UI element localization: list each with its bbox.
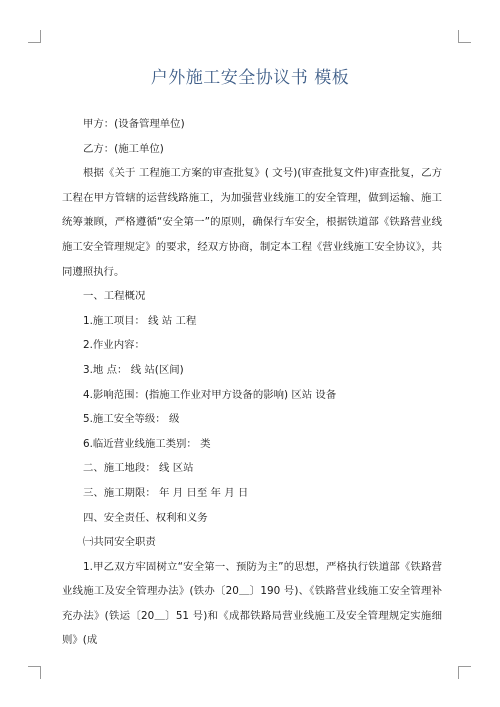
section-heading-construction-period: 三、施工期限： 年 月 日至 年 月 日 <box>83 486 249 499</box>
item-impact-scope: 4.影响范围：(指施工作业对甲方设备的影响) 区站 设备 <box>83 388 337 401</box>
item-work-content: 2.作业内容： <box>83 339 145 352</box>
section-heading-responsibilities: 四、安全责任、权利和义务 <box>83 511 208 524</box>
joint-duty-paragraph-1: 1.甲乙双方牢固树立“安全第一、预防为主”的思想，严格执行铁道部《铁路营业线施工及安全管理办法》(铁办〔20＿〕190 号)、《铁路营业线施工安全管理补充办法》(铁运〔20＿〕51 号)和《成都铁路局营业线施工及安全管理规定实施细则》(成 <box>62 560 442 647</box>
item-nearby-line-category: 6.临近营业线施工类别： 类 <box>83 437 211 450</box>
preamble-paragraph: 根据《关于 工程施工方案的审查批复》( 文号)(审查批复文件)审查批复，乙方工程在甲方管辖的运营线路施工，为加强营业线施工的安全管理，做到运输、施工统筹兼顾，严格遵循“安全第一”的原则，确保行车安全，根据铁道部《铁路营业线施工安全管理规定》的要求，经双方协商，制定本工程《营业线施工安全协议》，共同遵照执行。 <box>62 167 442 278</box>
party-b-line: 乙方：(施工单位) <box>83 142 164 155</box>
crop-mark-bottom-left <box>28 666 41 679</box>
subsection-heading-joint-duties: ㈠共同安全职责 <box>83 536 156 549</box>
item-construction-project: 1.施工项目： 线 站 工程 <box>83 314 197 327</box>
document-body <box>62 112 442 653</box>
crop-mark-bottom-right <box>458 666 471 679</box>
item-location: 3.地 点： 线 站(区间) <box>83 363 184 376</box>
item-safety-level: 5.施工安全等级： 级 <box>83 413 180 426</box>
crop-mark-top-right <box>458 30 471 43</box>
party-a-line: 甲方：(设备管理单位) <box>83 118 185 130</box>
section-heading-project-overview: 一、工程概况 <box>83 290 146 303</box>
crop-mark-top-left <box>28 30 41 43</box>
section-heading-construction-section: 二、施工地段： 线 区站 <box>83 462 194 475</box>
document-title: 户外施工安全协议书 模板 <box>150 68 350 88</box>
